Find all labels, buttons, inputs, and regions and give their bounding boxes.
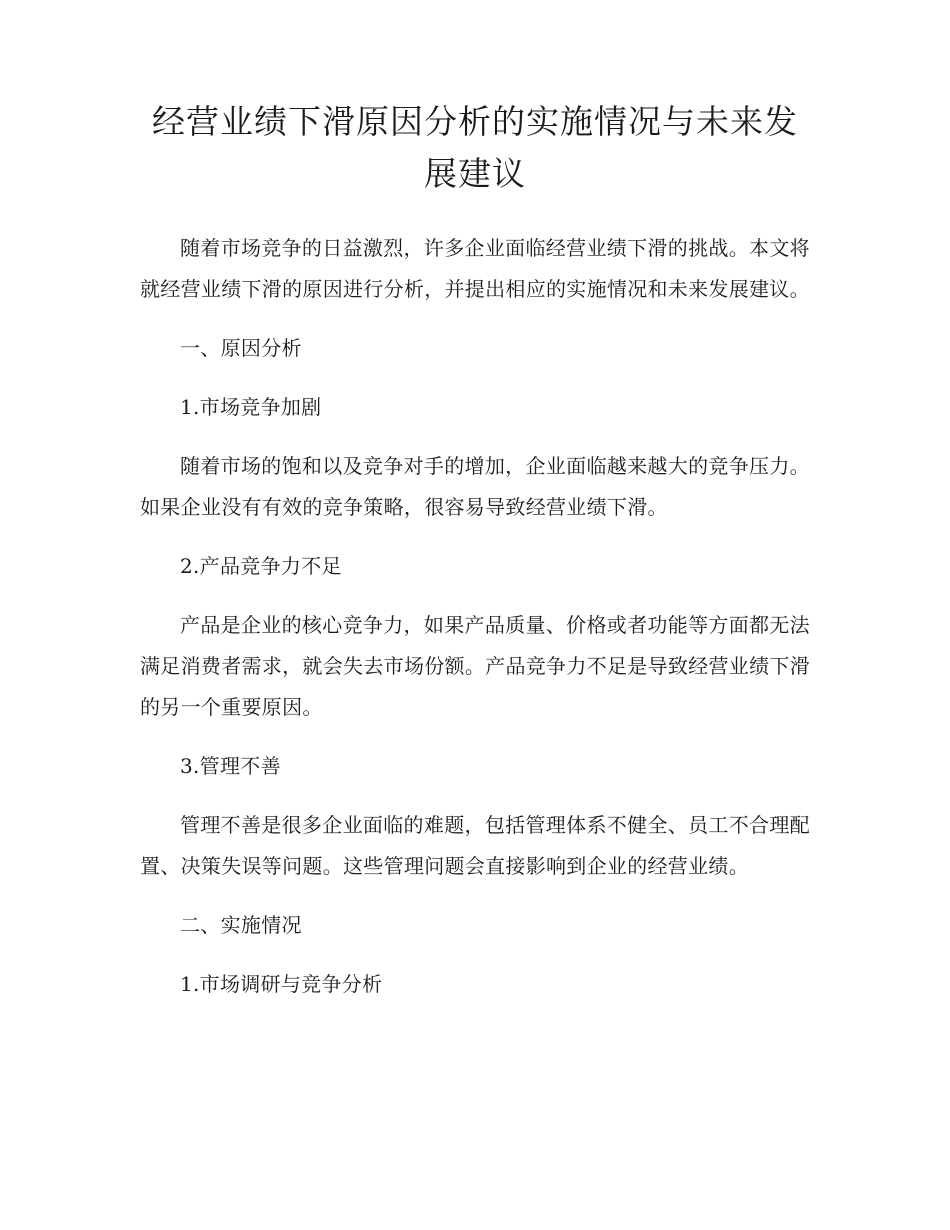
subheading-market-research: 1.市场调研与竞争分析 — [180, 972, 383, 996]
document-body — [140, 228, 810, 1005]
paragraph-intro: 随着市场竞争的日益激烈，许多企业面临经营业绩下滑的挑战。本文将就经营业绩下滑的原因进行分析，并提出相应的实施情况和未来发展建议。 — [140, 236, 810, 301]
paragraph-product-competitiveness: 产品是企业的核心竞争力，如果产品质量、价格或者功能等方面都无法满足消费者需求，就会失去市场份额。产品竞争力不足是导致经营业绩下滑的另一个重要原因。 — [140, 613, 810, 719]
paragraph-market-competition: 随着市场的饱和以及竞争对手的增加，企业面临越来越大的竞争压力。如果企业没有有效的竞争策略，很容易导致经营业绩下滑。 — [140, 454, 810, 519]
document-title: 经营业绩下滑原因分析的实施情况与未来发展建议 — [152, 102, 798, 193]
subheading-product-competitiveness: 2.产品竞争力不足 — [180, 554, 342, 578]
subheading-poor-management: 3.管理不善 — [180, 754, 281, 778]
paragraph-poor-management: 管理不善是很多企业面临的难题，包括管理体系不健全、员工不合理配置、决策失误等问题。这些管理问题会直接影响到企业的经营业绩。 — [140, 813, 810, 878]
subheading-market-competition: 1.市场竞争加剧 — [180, 395, 322, 419]
section-heading-implementation: 二、实施情况 — [180, 913, 302, 937]
section-heading-cause-analysis: 一、原因分析 — [180, 336, 302, 360]
